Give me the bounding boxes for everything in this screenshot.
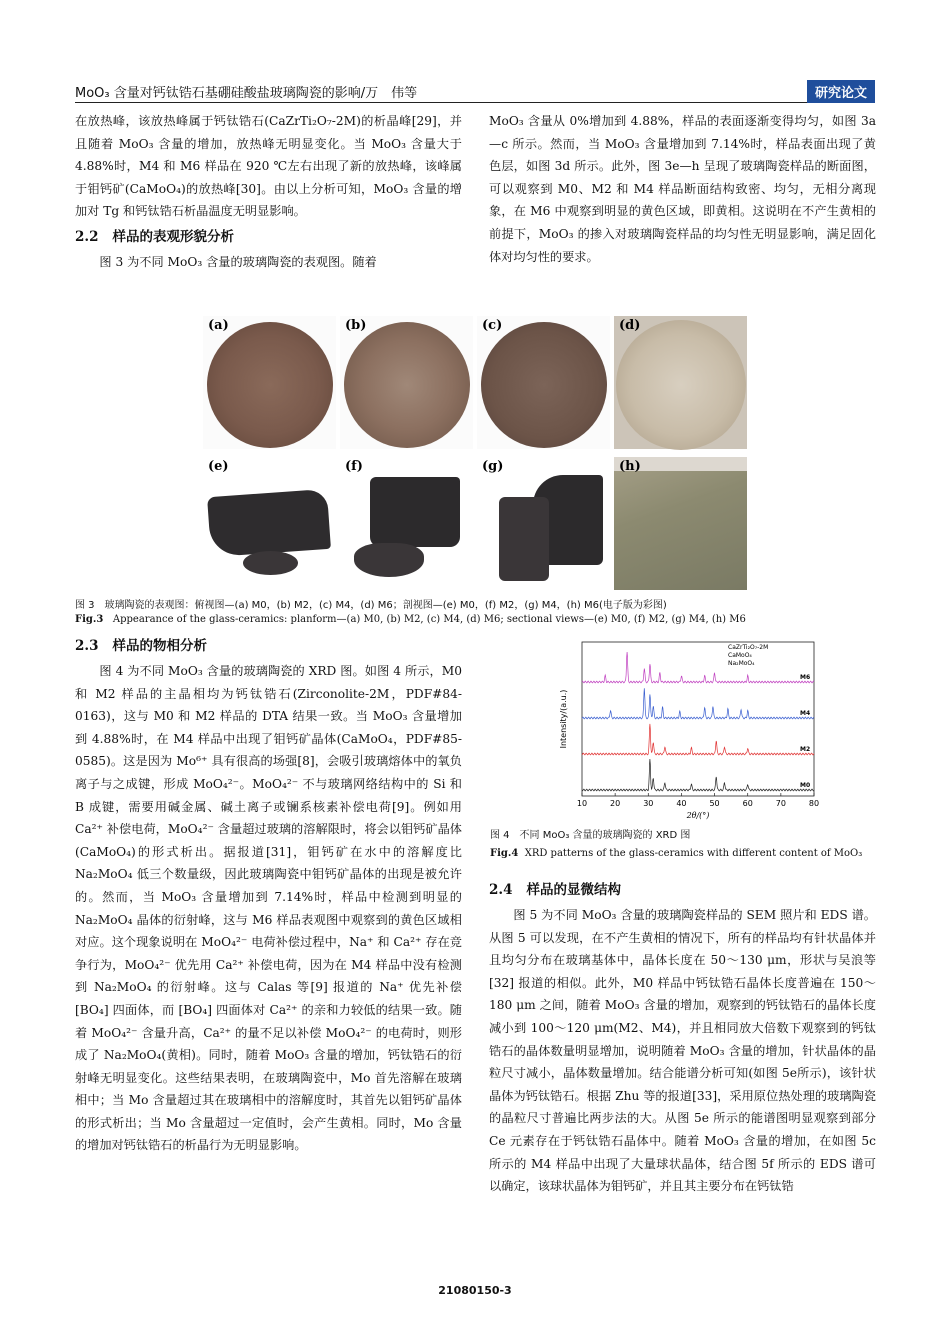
photo-label: (e)	[208, 459, 229, 474]
paragraph: 图 3 为不同 MoO₃ 含量的玻璃陶瓷的表观图。随着	[99, 254, 377, 269]
photo-label: (d)	[619, 318, 641, 333]
sample-fragment-image	[243, 551, 298, 575]
photo-g	[477, 457, 610, 590]
xrd-chart	[560, 636, 820, 826]
right-column-top	[489, 110, 876, 268]
photo-label: (h)	[619, 459, 641, 474]
paragraph: 在放热峰，该放热峰属于钙钛锆石(CaZrTi₂O₇-2M)的析晶峰[29]，并且随着 MoO₃ 含量的增加，放热峰无明显变化。当 MoO₃ 含量大于 4.88%时，M4 和 M6 样品在 920 ℃左右出现了新的放热峰，该峰属于钼钙矿(CaMoO₄)的放热峰[30]。由以上分析可知，MoO₃ 含量的增加对 Tg 和钙钛锆石析晶温度无明显影响。	[75, 114, 462, 219]
caption-label: Fig.3	[75, 614, 104, 625]
section-heading-2-4	[489, 878, 876, 902]
figure-3-photos	[203, 316, 747, 598]
section-title: 样品的显微结构	[526, 882, 621, 898]
legend-entry: Na₂MoO₄	[728, 660, 755, 667]
section-number: 2.2	[75, 228, 99, 245]
photo-label: (b)	[345, 318, 367, 333]
series-label: M2	[800, 746, 811, 753]
x-tick-label: 80	[808, 799, 820, 808]
series-m0	[582, 759, 814, 791]
y-axis-label: Intensity/(a.u.)	[559, 689, 568, 749]
photo-b	[340, 316, 473, 449]
legend-entry: CaZrTi₂O₇-2M	[728, 644, 769, 651]
running-title: MoO₃ 含量对钙钛锆石基硼硅酸盐玻璃陶瓷的影响/万 伟等	[75, 86, 418, 101]
sample-fragment-image	[499, 497, 549, 581]
section-title: 样品的表观形貌分析	[112, 228, 234, 245]
series-label: M0	[800, 782, 811, 789]
sample-fragment-image	[370, 477, 460, 547]
photo-label: (f)	[345, 459, 363, 474]
paragraph: 图 4 为不同 MoO₃ 含量的玻璃陶瓷的 XRD 图。如图 4 所示，M0 和 M2 样品的主晶相均为钙钛锆石(Zirconolite-2M，PDF#84-0163)，这与 M0 和 M2 样品的 DTA 结果一致。当 MoO₃ 含量增加到 4.88%时，在 M4 样品中出现了钼钙矿晶体(CaMoO₄，PDF#85-0585)。这是因为 Mo⁶⁺ 具有很高的场强[8]，会吸引玻璃熔体中的氧负离子与之成键，形成 MoO₄²⁻。MoO₄²⁻ 不与玻璃网络结构中的 Si 和 B 成键，需要用碱金属、碱土离子或镧系核素补偿电荷[9]。例如用 Ca²⁺ 补偿电荷，MoO₄²⁻ 含量超过玻璃的溶解限时，将会以钼钙矿晶体(CaMoO₄)的形式析出。据报道[31]，钼钙矿在水中的溶解度比 Na₂MoO₄ 低三个数量级，因此玻璃陶瓷中钼钙矿晶体的出现是被允许的。然而，当 MoO₃ 含量增加到 7.14%时，样品中检测到明显的 Na₂MoO₄ 晶体的衍射峰，这与 M6 样品表观图中观察到的黄色区域相对应。这个现象说明在 MoO₄²⁻ 电荷补偿过程中，Na⁺ 和 Ca²⁺ 存在竞争行为，MoO₄²⁻ 优先用 Ca²⁺ 补偿电荷，因为在 M4 样品中没有检测到 Na₂MoO₄ 的衍射峰。这与 Calas 等[9] 报道的 Na⁺ 优先补偿 [BO₄] 四面体，而 [BO₄] 四面体对 Ca²⁺ 的亲和力较低的结果一致。随着 MoO₄²⁻ 含量升高，Ca²⁺ 的量不足以补偿 MoO₄²⁻ 的电荷时，则形成了 Na₂MoO₄(黄相)。同时，随着 MoO₃ 含量的增加，钙钛锆石的衍射峰无明显变化。这些结果表明，在玻璃陶瓷中，Mo 首先溶解在玻璃相中；当 Mo 含量超过其在玻璃相中的溶解度时，其首先以钼钙矿晶体的形式析出；当 Mo 含量超过一定值时，会产生黄相。同时，Mo 含量的增加对钙钛锆石的析晶行为无明显影响。	[75, 664, 462, 1153]
photo-label: (c)	[482, 318, 503, 333]
figure-4-caption-en	[490, 846, 880, 861]
photo-label: (g)	[482, 459, 504, 474]
photo-f	[340, 457, 473, 590]
paragraph: 图 5 为不同 MoO₃ 含量的玻璃陶瓷样品的 SEM 照片和 EDS 谱。从图 5 可以发现，在不产生黄相的情况下，所有的样品均有针状晶体并且均匀分布在玻璃基体中，晶体长度在 50～130 μm，形状与吴浪等[32] 报道的相似。此外，M0 样品中钙钛锆石晶体长度普遍在 150～180 μm 之间，随着 MoO₃ 含量的增加，观察到的钙钛锆石的晶体长度减小到 100～120 μm(M2、M4)，并且相同放大倍数下观察到的钙钛锆石的晶体数量明显增加，说明随着 MoO₃ 含量的增加，针状晶体的晶粒尺寸减小，晶体数量增加。结合能谱分析可知(如图 5e所示)，该针状晶体为钙钛锆石。根据 Zhu 等的报道[33]，采用原位热处理的玻璃陶瓷的晶粒尺寸普遍比两步法的大。从图 5e 所示的能谱图明显观察到部分 Ce 元素存在于钙钛锆石晶体中。随着 MoO₃ 含量的增加，在如图 5c 所示的 M4 样品中出现了大量球状晶体，结合图 5f 所示的 EDS 谱可以确定，该球状晶体为钼钙矿，并且其主要分布在钙钛锆	[489, 908, 876, 1194]
x-tick-label: 70	[775, 799, 786, 808]
x-axis-label: 2θ/(°)	[686, 811, 710, 820]
left-column-top	[75, 110, 462, 274]
left-column-bottom	[75, 632, 462, 1157]
section-number: 2.3	[75, 638, 99, 654]
sample-disk-image	[616, 320, 746, 450]
section-heading-2-3	[75, 634, 462, 658]
series-label: M4	[800, 710, 811, 717]
photo-e	[203, 457, 336, 590]
photo-d	[614, 316, 747, 449]
x-tick-label: 20	[610, 799, 621, 808]
figure-3-caption-zh	[75, 598, 875, 613]
series-m6	[582, 652, 814, 683]
caption-text: Appearance of the glass-ceramics: planform—(a) M0, (b) M2, (c) M4, (d) M6; sectional views—(e) M0, (f) M2, (g) M4, (h) M6	[112, 614, 746, 625]
caption-label: Fig.4	[490, 848, 519, 859]
series-label: M6	[800, 674, 811, 681]
figure-4-caption-zh	[490, 828, 880, 843]
section-number: 2.4	[489, 882, 513, 898]
sample-fragment-image	[354, 543, 424, 577]
x-tick-label: 50	[709, 799, 720, 808]
paragraph: MoO₃ 含量从 0%增加到 4.88%，样品的表面逐渐变得均匀，如图 3a—c 所示。然而，当 MoO₃ 含量增加到 7.14%时，样品表面出现了黄色层，如图 3d 所示。此外，图 3e—h 呈现了玻璃陶瓷样品的断面图，可以观察到 M0、M2 和 M4 样品断面结构致密、均匀，无相分离现象，在 M6 中观察到明显的黄色区域，即黄相。这说明在不产生黄相的前提下，MoO₃ 的掺入对玻璃陶瓷样品的均匀性无明显影响，满足固化体对均匀性的要求。	[489, 114, 876, 264]
photo-h	[614, 457, 747, 590]
photo-label: (a)	[208, 318, 229, 333]
x-tick-label: 30	[643, 799, 654, 808]
x-tick-label: 40	[676, 799, 687, 808]
running-header	[75, 80, 875, 103]
caption-text: XRD patterns of the glass-ceramics with different content of MoO₃	[524, 848, 863, 859]
figure-3-caption-en	[75, 612, 875, 627]
page-number: 21080150-3	[438, 1284, 512, 1297]
photo-a	[203, 316, 336, 449]
caption-text: 图 4 不同 MoO₃ 含量的玻璃陶瓷的 XRD 图	[490, 830, 691, 841]
legend	[728, 644, 768, 667]
right-column-bottom	[489, 876, 876, 1198]
x-tick-label: 60	[742, 799, 753, 808]
series-m2	[582, 724, 814, 755]
x-tick-label: 10	[576, 799, 588, 808]
section-heading-2-2	[75, 225, 462, 249]
sample-disk-image	[207, 322, 333, 448]
photo-c	[477, 316, 610, 449]
series-m4	[582, 688, 814, 719]
section-tag: 研究论文	[807, 80, 875, 103]
caption-text: 图 3 玻璃陶瓷的表观图：俯视图—(a) M0，(b) M2，(c) M4，(d) M6；剖视图—(e) M0，(f) M2，(g) M4，(h) M6(电子版为彩图)	[75, 600, 667, 611]
sample-disk-image	[481, 322, 607, 448]
sample-disk-image	[344, 322, 470, 448]
sample-fragment-image	[207, 489, 331, 557]
section-title: 样品的物相分析	[112, 638, 207, 654]
legend-entry: CaMoO₄	[728, 652, 752, 659]
